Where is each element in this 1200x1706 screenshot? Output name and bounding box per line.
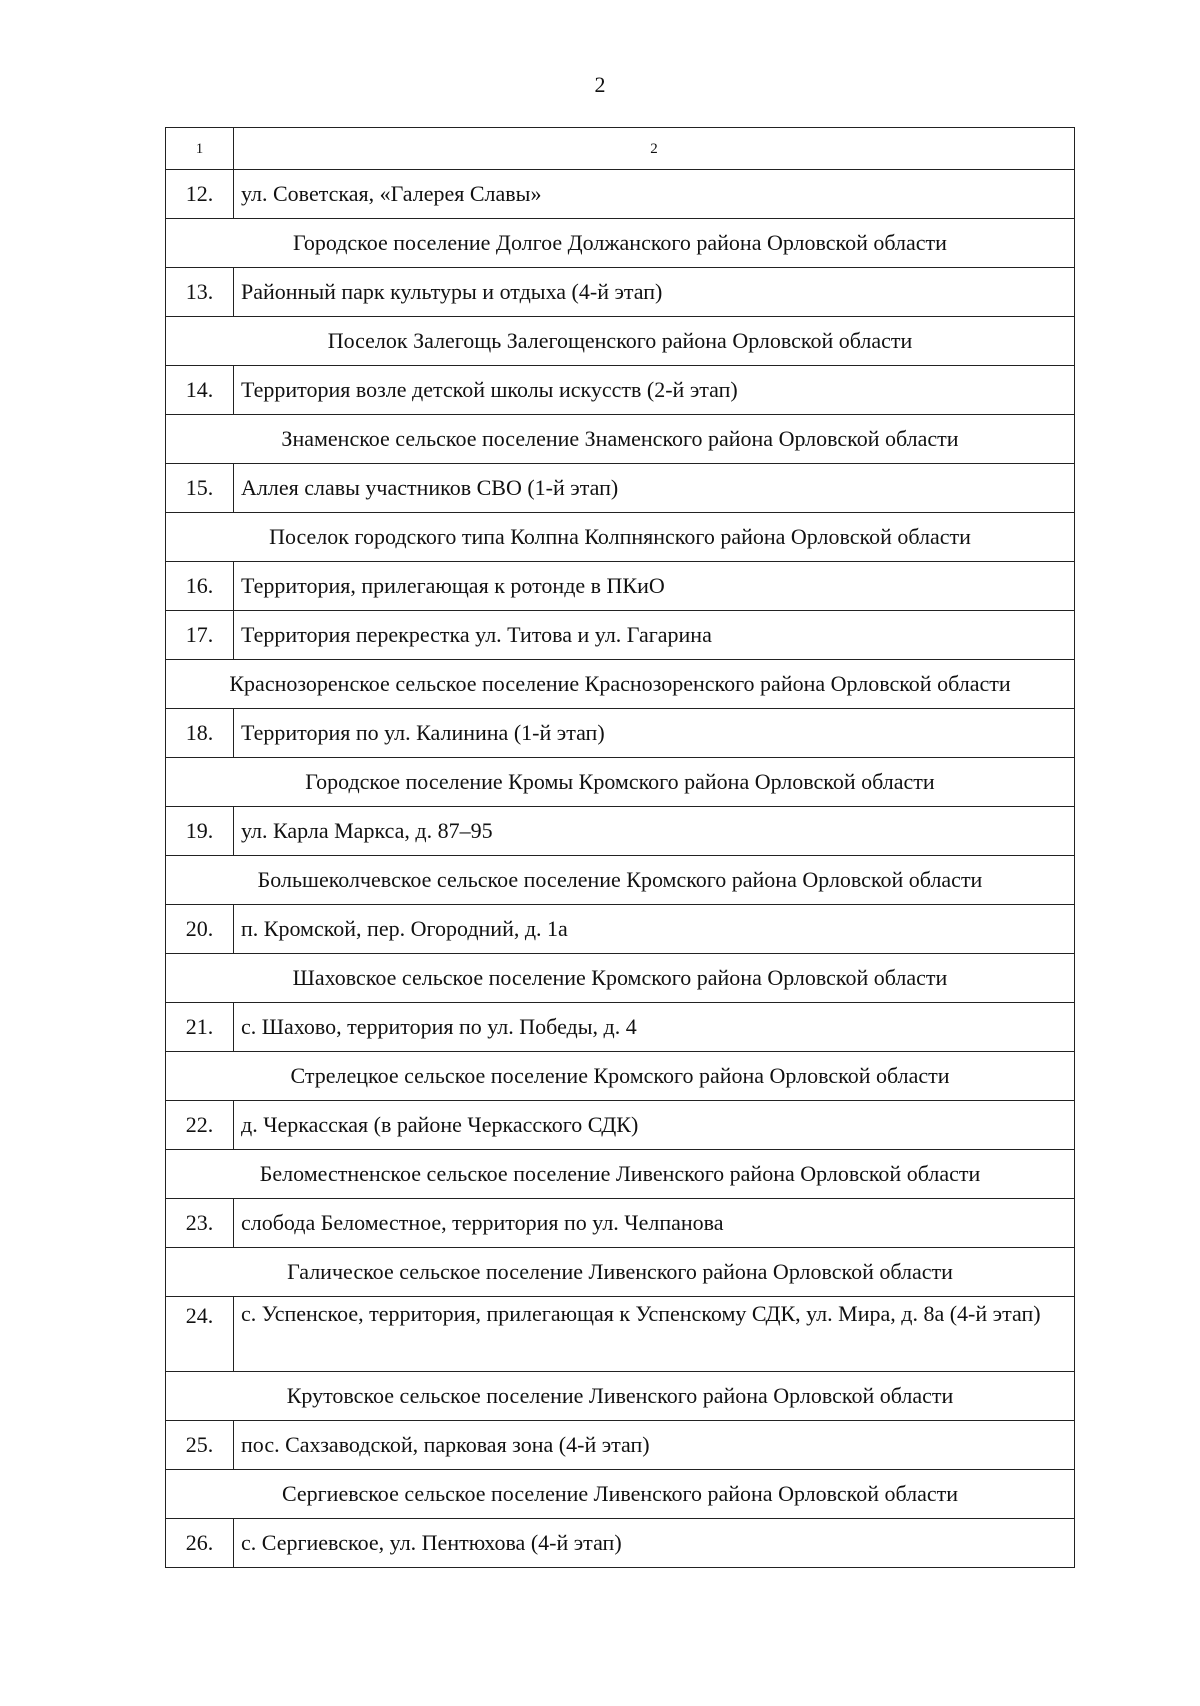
row-number: 21. (166, 1003, 234, 1052)
row-number: 13. (166, 268, 234, 317)
row-object-name: слобода Беломестное, территория по ул. Челпанова (234, 1199, 1075, 1248)
row-number: 26. (166, 1519, 234, 1568)
section-row (166, 1248, 1075, 1297)
section-row (166, 1470, 1075, 1519)
section-row (166, 660, 1075, 709)
table-row (166, 1003, 1075, 1052)
row-object-name: п. Кромской, пер. Огородний, д. 1а (234, 905, 1075, 954)
section-title: Сергиевское сельское поселение Ливенского района Орловской области (166, 1470, 1075, 1519)
row-number: 14. (166, 366, 234, 415)
section-title: Галическое сельское поселение Ливенского района Орловской области (166, 1248, 1075, 1297)
table-row (166, 366, 1075, 415)
section-title: Знаменское сельское поселение Знаменского района Орловской области (166, 415, 1075, 464)
section-row (166, 856, 1075, 905)
row-number: 24. (166, 1297, 234, 1372)
section-title: Стрелецкое сельское поселение Кромского района Орловской области (166, 1052, 1075, 1101)
section-row (166, 758, 1075, 807)
row-object-name: д. Черкасская (в районе Черкасского СДК) (234, 1101, 1075, 1150)
row-number: 25. (166, 1421, 234, 1470)
row-object-name: с. Шахово, территория по ул. Победы, д. 4 (234, 1003, 1075, 1052)
row-number: 17. (166, 611, 234, 660)
table-header-row (166, 128, 1075, 170)
row-number: 19. (166, 807, 234, 856)
section-title: Беломестненское сельское поселение Ливенского района Орловской области (166, 1150, 1075, 1199)
row-object-name: Районный парк культуры и отдыха (4-й этап) (234, 268, 1075, 317)
section-title: Шаховское сельское поселение Кромского района Орловской области (166, 954, 1075, 1003)
section-title: Большеколчевское сельское поселение Кромского района Орловской области (166, 856, 1075, 905)
row-number: 15. (166, 464, 234, 513)
row-object-name: пос. Сахзаводской, парковая зона (4-й этап) (234, 1421, 1075, 1470)
table-row (166, 170, 1075, 219)
row-object-name: ул. Карла Маркса, д. 87–95 (234, 807, 1075, 856)
table-row (166, 709, 1075, 758)
section-title: Крутовское сельское поселение Ливенского района Орловской области (166, 1372, 1075, 1421)
section-title: Городское поселение Долгое Должанского района Орловской области (166, 219, 1075, 268)
section-row (166, 1052, 1075, 1101)
row-number: 16. (166, 562, 234, 611)
section-row (166, 1372, 1075, 1421)
table-row (166, 464, 1075, 513)
table-row (166, 1199, 1075, 1248)
table-row (166, 268, 1075, 317)
table-row (166, 1519, 1075, 1568)
row-number: 12. (166, 170, 234, 219)
section-title: Поселок Залегощь Залегощенского района Орловской области (166, 317, 1075, 366)
objects-table (165, 127, 1075, 1568)
table-row (166, 1101, 1075, 1150)
section-row (166, 415, 1075, 464)
section-title: Краснозоренское сельское поселение Краснозоренского района Орловской области (166, 660, 1075, 709)
section-row (166, 317, 1075, 366)
row-object-name: Территория перекрестка ул. Титова и ул. Гагарина (234, 611, 1075, 660)
row-number: 20. (166, 905, 234, 954)
table-row (166, 562, 1075, 611)
row-object-name: с. Сергиевское, ул. Пентюхова (4-й этап) (234, 1519, 1075, 1568)
table-row (166, 611, 1075, 660)
header-col-name: 2 (234, 128, 1075, 170)
row-object-name: с. Успенское, территория, прилегающая к Успенскому СДК, ул. Мира, д. 8а (4-й этап) (234, 1297, 1075, 1372)
row-object-name: Территория, прилегающая к ротонде в ПКиО (234, 562, 1075, 611)
section-title: Поселок городского типа Колпна Колпнянского района Орловской области (166, 513, 1075, 562)
table-row (166, 1297, 1075, 1372)
row-object-name: Территория по ул. Калинина (1-й этап) (234, 709, 1075, 758)
table-row (166, 807, 1075, 856)
section-title: Городское поселение Кромы Кромского района Орловской области (166, 758, 1075, 807)
row-number: 23. (166, 1199, 234, 1248)
section-row (166, 513, 1075, 562)
section-row (166, 1150, 1075, 1199)
table-row (166, 905, 1075, 954)
table-row (166, 1421, 1075, 1470)
page-number: 2 (594, 72, 606, 97)
objects-table-body (166, 128, 1075, 1568)
row-object-name: ул. Советская, «Галерея Славы» (234, 170, 1075, 219)
section-row (166, 954, 1075, 1003)
row-object-name: Аллея славы участников СВО (1-й этап) (234, 464, 1075, 513)
header-col-number: 1 (166, 128, 234, 170)
section-row (166, 219, 1075, 268)
row-number: 18. (166, 709, 234, 758)
row-object-name: Территория возле детской школы искусств (2-й этап) (234, 366, 1075, 415)
row-number: 22. (166, 1101, 234, 1150)
